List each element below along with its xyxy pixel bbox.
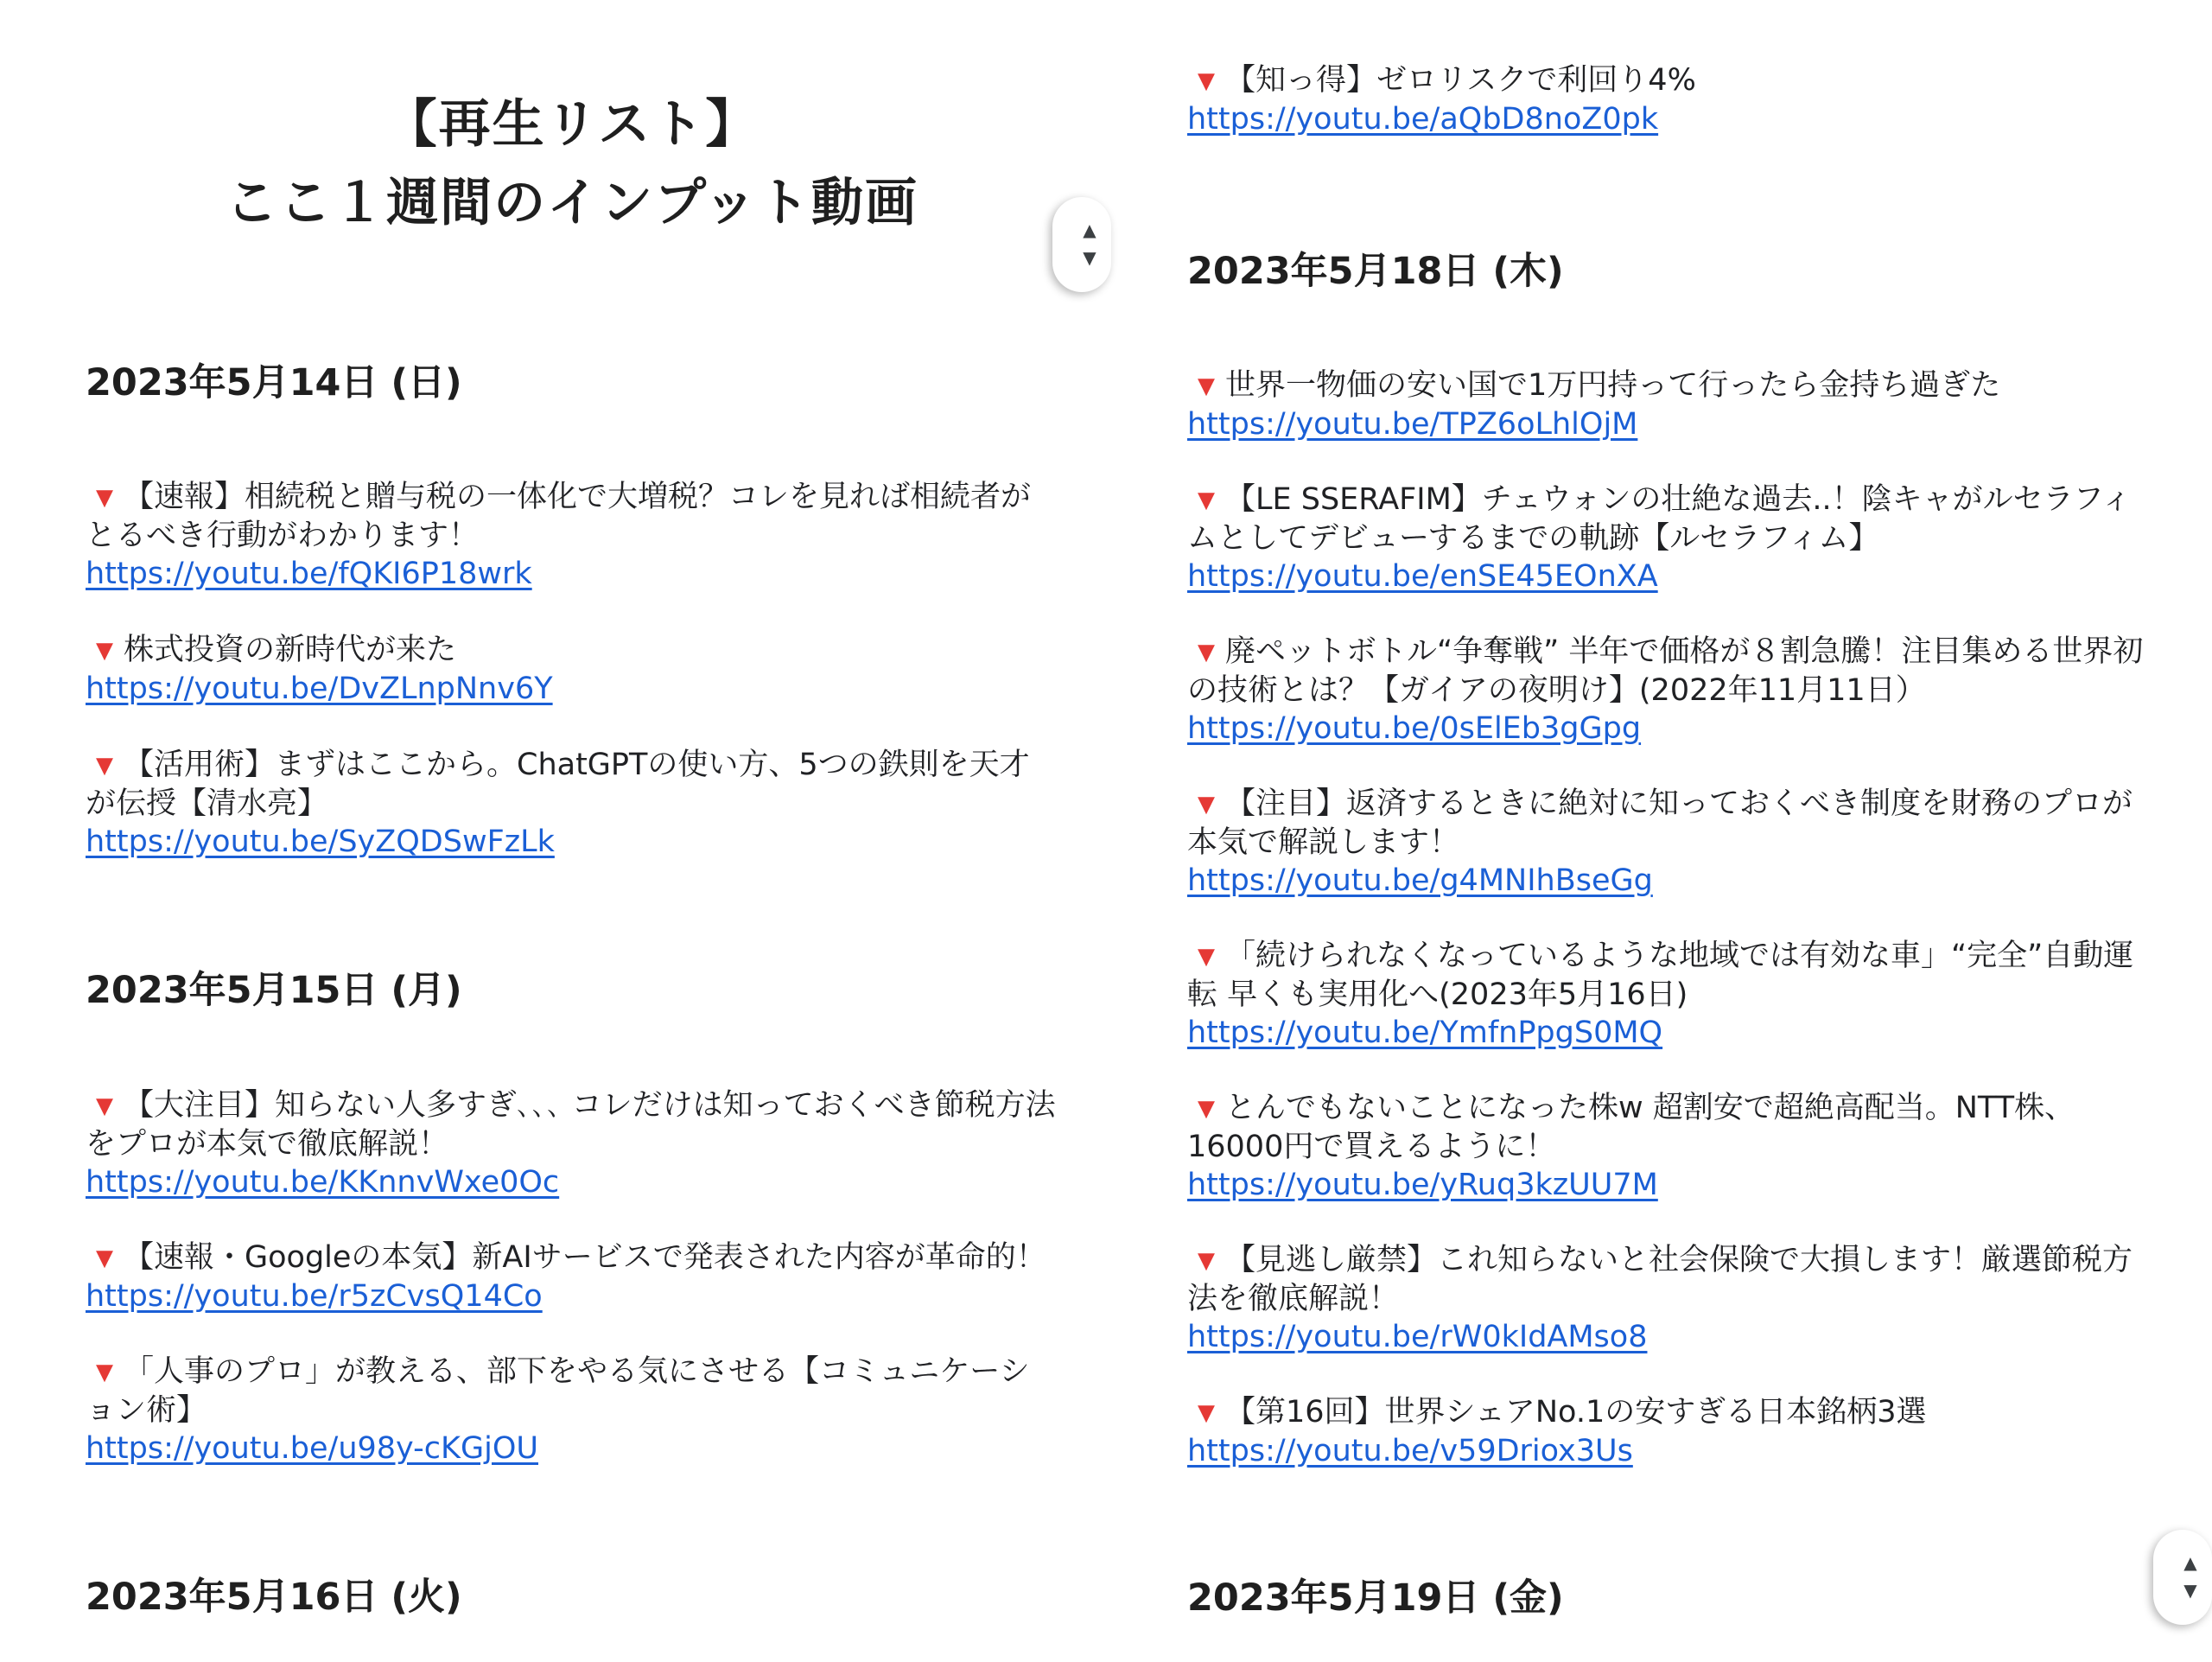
video-title — [1187, 366, 2160, 405]
video-title-text: 【見逃し厳禁】これ知らないと社会保険で大損します！厳選節税方法を徹底解説！ — [1187, 1243, 2133, 1316]
date-heading-may-18: 2023年5月18日 (木) — [1187, 250, 1564, 293]
up-down-arrows-icon: ▲ ▼ — [2183, 1552, 2197, 1601]
video-title — [1187, 61, 2160, 100]
video-link[interactable]: https://youtu.be/yRuq3kzUU7M — [1187, 1168, 1658, 1202]
video-link[interactable]: https://youtu.be/g4MNIhBseGg — [1187, 863, 1653, 898]
video-link[interactable]: https://youtu.be/r5zCvsQ14Co — [86, 1279, 543, 1314]
video-entry — [86, 631, 1058, 708]
video-link[interactable]: https://youtu.be/KKnnvWxe0Oc — [86, 1165, 560, 1200]
red-triangle-icon: ▼ — [1198, 1096, 1215, 1122]
red-triangle-icon: ▼ — [1198, 373, 1215, 399]
video-title — [86, 631, 1058, 670]
red-triangle-icon: ▼ — [1198, 1248, 1215, 1274]
video-title-text: 「人事のプロ」が教える、部下をやる気にさせる【コミュニケーション術】 — [86, 1354, 1030, 1428]
video-title — [86, 746, 1058, 823]
video-entry — [1187, 366, 2160, 443]
video-link[interactable]: https://youtu.be/aQbD8noZ0pk — [1187, 102, 1659, 137]
video-title-text: とんでもないことになった株w 超割安で超絶高配当。NTT株、16000円で買えるように！ — [1187, 1091, 2075, 1164]
red-triangle-icon: ▼ — [96, 1093, 113, 1119]
red-triangle-icon: ▼ — [96, 485, 113, 511]
video-title-text: 世界一物価の安い国で1万円持って行ったら金持ち過ぎた — [1225, 368, 2001, 403]
red-triangle-icon: ▼ — [96, 753, 113, 779]
red-triangle-icon: ▼ — [1198, 68, 1215, 94]
date-heading-may-19: 2023年5月19日 (金) — [1187, 1576, 1564, 1620]
video-entry — [86, 746, 1058, 861]
video-title — [86, 1086, 1058, 1163]
video-entry — [86, 1239, 1058, 1315]
video-link[interactable]: https://youtu.be/rW0kIdAMso8 — [1187, 1320, 1648, 1354]
video-title — [1187, 633, 2160, 710]
date-heading-may-16: 2023年5月16日 (火) — [86, 1576, 462, 1619]
video-title — [1187, 937, 2160, 1014]
video-title — [1187, 785, 2160, 862]
left-page — [86, 0, 1058, 1662]
video-title-text: 株式投資の新時代が来た — [124, 633, 457, 667]
red-triangle-icon: ▼ — [96, 1360, 113, 1385]
video-title-text: 【第16回】世界シェアNo.1の安すぎる日本銘柄3選 — [1225, 1395, 1927, 1430]
video-link[interactable]: https://youtu.be/u98y-cKGjOU — [86, 1431, 538, 1466]
video-title — [1187, 1393, 2160, 1432]
up-down-arrows-icon: ▲ ▼ — [1083, 220, 1096, 268]
video-title-text: 【LE SSERAFIM】チェウォンの壮絶な過去..！陰キャがルセラフィムとしてデビューするまでの軌跡【ルセラフィム】 — [1187, 482, 2132, 556]
page-title-line-1: 【再生リスト】 — [385, 94, 760, 155]
red-triangle-icon: ▼ — [1198, 640, 1215, 665]
video-title — [86, 478, 1058, 555]
right-page — [1187, 0, 2160, 1662]
video-title-text: 【速報】相続税と贈与税の一体化で大増税？コレを見れば相続者がとるべき行動がわかります！ — [86, 480, 1032, 553]
video-entry — [1187, 61, 2160, 138]
video-link[interactable]: https://youtu.be/TPZ6oLhlOjM — [1187, 407, 1638, 442]
video-link[interactable]: https://youtu.be/0sElEb3gGpg — [1187, 711, 1642, 746]
red-triangle-icon: ▼ — [96, 1245, 113, 1271]
page-title-line-2: ここ１週間のインプット動画 — [226, 173, 918, 233]
video-entry — [86, 1353, 1058, 1468]
video-title — [1187, 481, 2160, 557]
video-link[interactable]: https://youtu.be/v59Driox3Us — [1187, 1434, 1633, 1468]
video-link[interactable]: https://youtu.be/enSE45EOnXA — [1187, 559, 1658, 594]
video-title-text: 【活用術】まずはここから。ChatGPTの使い方、5つの鉄則を天才が伝授【清水亮】 — [86, 748, 1030, 821]
red-triangle-icon: ▼ — [96, 638, 113, 664]
video-title — [86, 1353, 1058, 1430]
red-triangle-icon: ▼ — [1198, 944, 1215, 970]
video-entry — [1187, 1241, 2160, 1356]
scroll-handle-right[interactable] — [2153, 1530, 2212, 1625]
video-link[interactable]: https://youtu.be/YmfnPpgS0MQ — [1187, 1016, 1663, 1050]
video-link[interactable]: https://youtu.be/SyZQDSwFzLk — [86, 825, 555, 859]
red-triangle-icon: ▼ — [1198, 792, 1215, 818]
video-link[interactable]: https://youtu.be/DvZLnpNnv6Y — [86, 672, 553, 706]
date-heading-may-15: 2023年5月15日 (月) — [86, 969, 462, 1012]
video-title-text: 【大注目】知らない人多すぎ､､､ コレだけは知っておくべき節税方法をプロが本気で徹底解説！ — [86, 1088, 1056, 1162]
video-entry — [86, 478, 1058, 593]
date-heading-may-14: 2023年5月14日 (日) — [86, 361, 462, 404]
video-title-text: 【注目】返済するときに絶対に知っておくべき制度を財務のプロが本気で解説します！ — [1187, 786, 2133, 860]
video-entry — [1187, 481, 2160, 595]
video-entry — [1187, 937, 2160, 1052]
video-title — [1187, 1241, 2160, 1318]
video-entry — [1187, 1089, 2160, 1204]
video-title — [86, 1239, 1058, 1277]
red-triangle-icon: ▼ — [1198, 1400, 1215, 1426]
video-entry — [86, 1086, 1058, 1201]
video-entry — [1187, 633, 2160, 748]
scroll-handle-left[interactable] — [1052, 197, 1111, 292]
video-entry — [1187, 1393, 2160, 1470]
video-title-text: 【知っ得】ゼロリスクで利回り4% — [1225, 63, 1696, 98]
video-title-text: 「続けられなくなっているような地域では有効な車」“完全”自動運転 早くも実用化へ(2023年5月16日) — [1187, 939, 2134, 1012]
video-title-text: 廃ペットボトル“争奪戦” 半年で価格が８割急騰！注目集める世界初の技術とは？【ガイアの夜明け】(2022年11月11日） — [1187, 634, 2144, 708]
video-link[interactable]: https://youtu.be/fQKI6P18wrk — [86, 557, 532, 591]
video-title-text: 【速報・Googleの本気】新AIサービスで発表された内容が革命的！ — [124, 1240, 1046, 1275]
video-title — [1187, 1089, 2160, 1166]
red-triangle-icon: ▼ — [1198, 487, 1215, 513]
video-entry — [1187, 785, 2160, 900]
